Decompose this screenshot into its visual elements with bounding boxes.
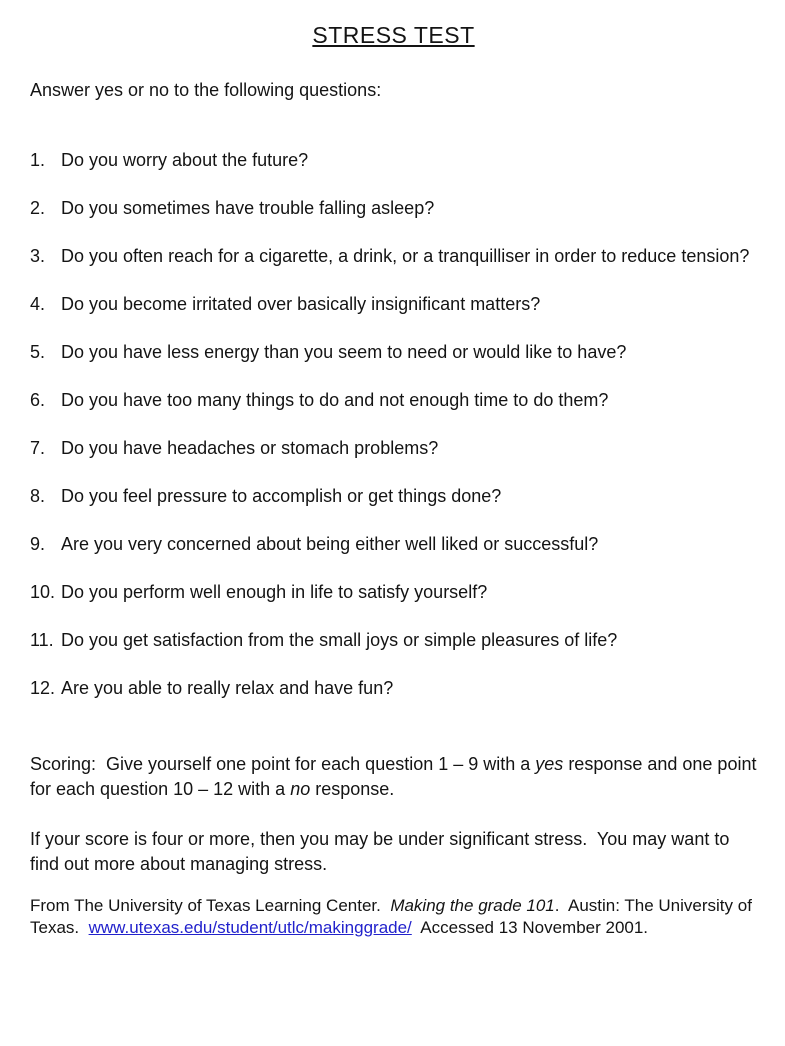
question-item xyxy=(30,196,757,220)
question-number: 12. xyxy=(30,678,56,698)
citation-link[interactable]: www.utexas.edu/student/utlc/makinggrade/ xyxy=(88,917,412,937)
citation-text-mid: . Austin: The University of Texas. xyxy=(30,896,757,937)
question-item xyxy=(30,484,757,508)
question-number: 7. xyxy=(30,438,46,458)
intro-text: Answer yes or no to the following questions: xyxy=(30,80,382,100)
question-item xyxy=(30,148,757,172)
scoring-yes-italic: yes xyxy=(535,754,564,774)
question-number: 1. xyxy=(30,150,46,170)
question-item xyxy=(30,532,757,556)
question-text: Do you worry about the future? xyxy=(61,150,309,170)
citation-paragraph xyxy=(30,895,757,938)
question-number: 5. xyxy=(30,342,46,362)
citation-work-title: Making the grade 101 xyxy=(390,896,555,915)
citation-text-lead: From The University of Texas Learning Center. xyxy=(30,896,391,915)
question-item xyxy=(30,676,757,700)
question-item xyxy=(30,388,757,412)
question-text: Do you become irritated over basically insignificant matters? xyxy=(61,294,541,314)
question-text: Are you very concerned about being either well liked or successful? xyxy=(61,534,599,554)
page-title: STRESS TEST xyxy=(312,22,475,48)
question-item xyxy=(30,628,757,652)
scoring-text-mid: response and one point for each question 10 – 12 with a xyxy=(30,754,762,799)
question-number: 10. xyxy=(30,582,56,602)
question-number: 11. xyxy=(30,630,54,650)
scoring-paragraph xyxy=(30,752,762,802)
scoring-text-lead: Scoring: Give yourself one point for each question 1 – 9 with a xyxy=(30,754,536,774)
citation-text-end: Accessed 13 November 2001. xyxy=(411,917,649,937)
question-text: Do you often reach for a cigarette, a drink, or a tranquilliser in order to reduce tension? xyxy=(61,246,750,266)
question-item xyxy=(30,580,757,604)
question-number: 9. xyxy=(30,534,46,554)
question-text: Do you have less energy than you seem to need or would like to have? xyxy=(61,342,627,362)
scoring-no-italic: no xyxy=(290,779,311,799)
question-text: Are you able to really relax and have fun? xyxy=(61,678,394,698)
question-item xyxy=(30,340,757,364)
question-text: Do you feel pressure to accomplish or get things done? xyxy=(61,486,502,506)
question-number: 4. xyxy=(30,294,46,314)
question-text: Do you have too many things to do and not enough time to do them? xyxy=(61,390,609,410)
question-item xyxy=(30,436,757,460)
stress-note-paragraph: If your score is four or more, then you may be under significant stress. You may want to find out more about managing stress. xyxy=(30,829,735,874)
scoring-text-end: response. xyxy=(310,779,395,799)
question-number: 8. xyxy=(30,486,46,506)
question-item xyxy=(30,292,757,316)
questions-list xyxy=(30,148,757,700)
question-text: Do you sometimes have trouble falling asleep? xyxy=(61,198,435,218)
question-number: 2. xyxy=(30,198,46,218)
question-number: 3. xyxy=(30,246,46,266)
question-text: Do you get satisfaction from the small joys or simple pleasures of life? xyxy=(61,630,618,650)
question-item xyxy=(30,244,757,268)
document-page xyxy=(0,22,785,1046)
question-text: Do you perform well enough in life to satisfy yourself? xyxy=(61,582,488,602)
question-number: 6. xyxy=(30,390,46,410)
question-text: Do you have headaches or stomach problems? xyxy=(61,438,439,458)
